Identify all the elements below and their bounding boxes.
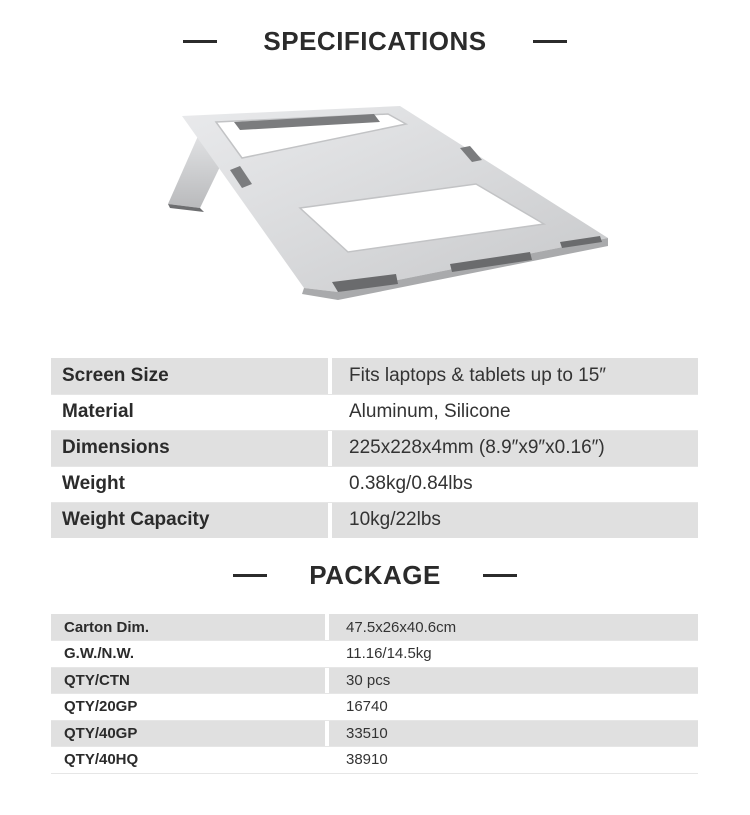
package-label: QTY/40HQ [51,747,325,774]
package-value: 47.5x26x40.6cm [329,614,698,641]
spec-label: Weight [51,466,328,502]
package-row-gw-nw [51,641,698,668]
spec-label: Weight Capacity [51,502,328,538]
heading-dash-right [533,40,567,43]
specifications-title: SPECIFICATIONS [263,26,487,56]
specifications-heading [0,26,750,57]
spec-row-weight [51,466,698,502]
package-row-qty-40gp [51,720,698,747]
spec-label: Dimensions [51,430,328,466]
specifications-table [51,358,698,538]
heading-dash-left [183,40,217,43]
package-row-qty-40hq [51,747,698,774]
package-label: QTY/20GP [51,694,325,721]
package-row-carton-dim [51,614,698,641]
spec-value: Fits laptops & tablets up to 15″ [332,358,698,394]
package-value: 33510 [329,720,698,747]
spec-row-weight-capacity [51,502,698,538]
package-heading [0,560,750,591]
laptop-stand-image [160,96,620,306]
package-label: Carton Dim. [51,614,325,641]
package-value: 11.16/14.5kg [329,641,698,668]
package-row-qty-ctn [51,667,698,694]
spec-value: 10kg/22lbs [332,502,698,538]
package-value: 16740 [329,694,698,721]
package-label: QTY/40GP [51,720,325,747]
spec-value: 225x228x4mm (8.9″x9″x0.16″) [332,430,698,466]
package-value: 30 pcs [329,667,698,694]
package-label: QTY/CTN [51,667,325,694]
heading-dash-left [233,574,267,577]
package-row-qty-20gp [51,694,698,721]
spec-value: Aluminum, Silicone [332,394,698,430]
spec-row-material [51,394,698,430]
spec-value: 0.38kg/0.84lbs [332,466,698,502]
package-value: 38910 [329,747,698,774]
heading-dash-right [483,574,517,577]
spec-row-screen-size [51,358,698,394]
package-table [51,614,698,774]
package-title: PACKAGE [309,560,441,590]
spec-label: Material [51,394,328,430]
spec-row-dimensions [51,430,698,466]
spec-label: Screen Size [51,358,328,394]
package-label: G.W./N.W. [51,641,325,668]
